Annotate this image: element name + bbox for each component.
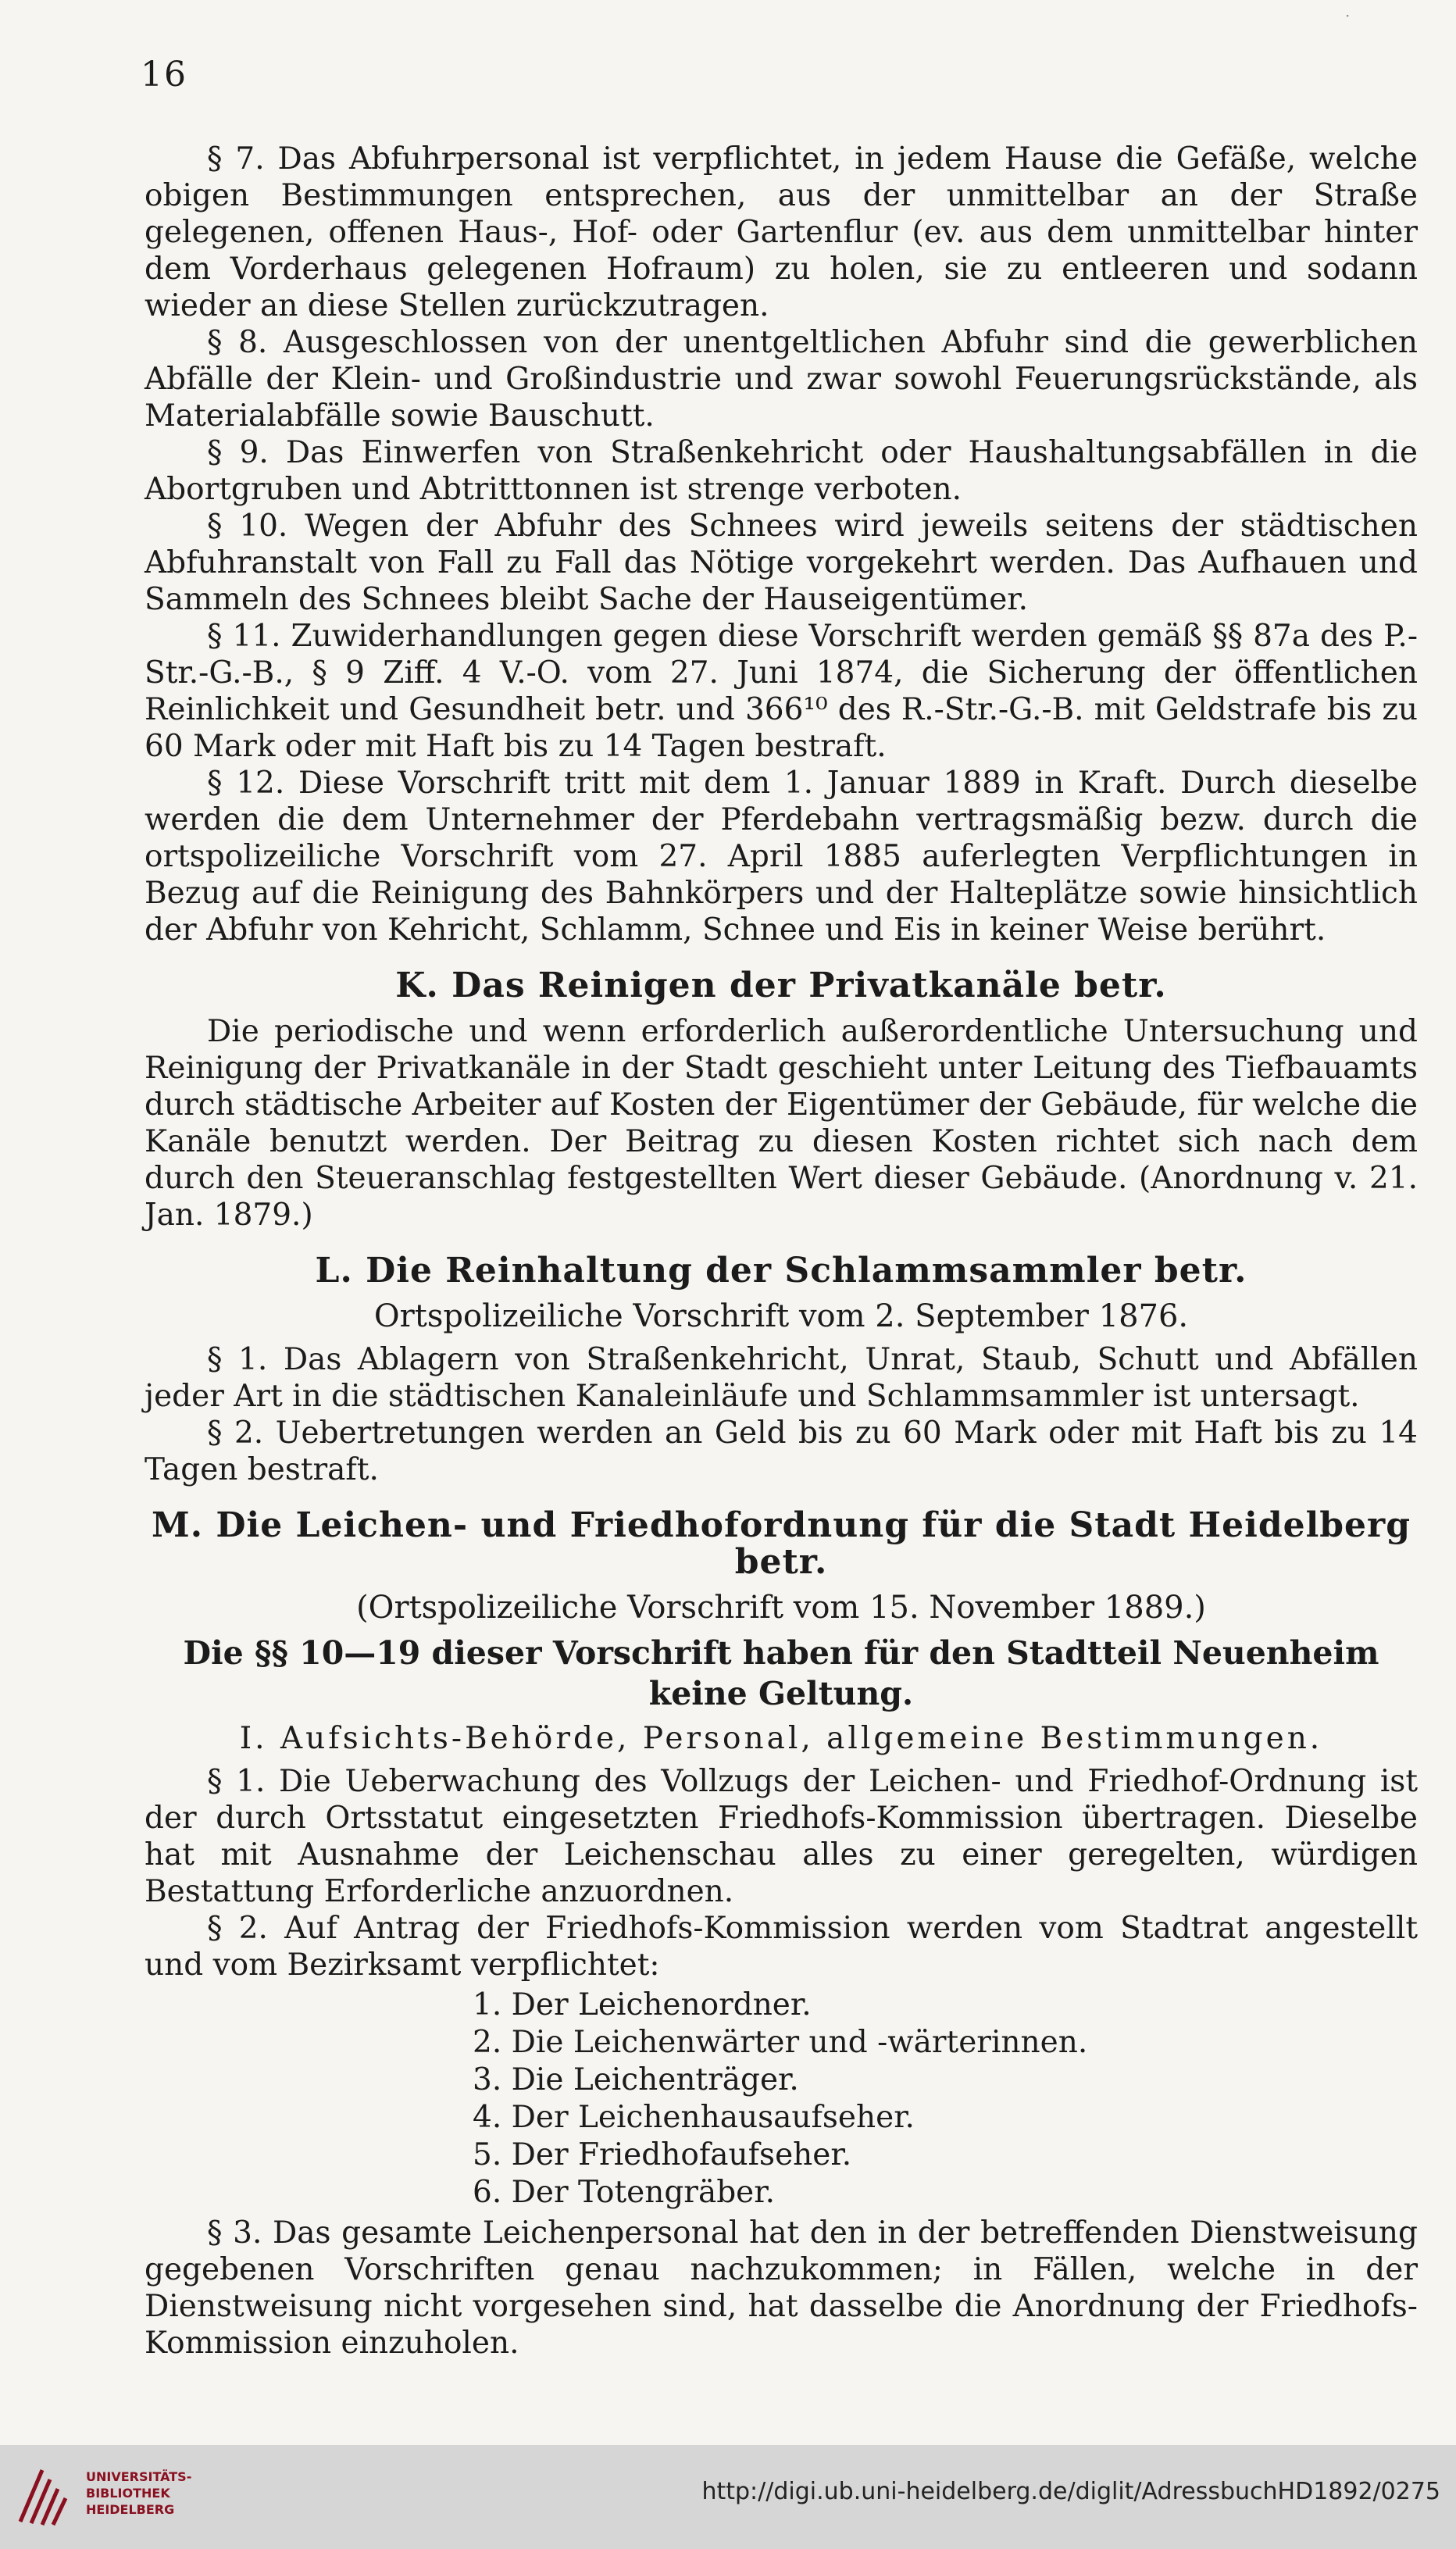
section-l-paragraph-1: § 1. Das Ablagern von Straßenkehricht, Unrat, Staub, Schutt und Abfällen jeder Art in die städtischen Kanaleinläufe und Schlammsammler ist untersagt. [145,1342,1418,1414]
list-item: 2. Die Leichenwärter und -wärterinnen. [473,2025,1088,2060]
list-item: 4. Der Leichenhausaufseher. [473,2100,915,2135]
section-k-text: Die periodische und wenn erforderlich außerordentliche Untersuchung und Reinigung der Privatkanäle in der Stadt geschieht unter Leitung des Tiefbauamts durch städtische Arbeiter auf Kosten der Eigentümer der Gebäude, für welche die Kanäle benutzt werden. Der Beitrag zu diesen Kosten richtet sich nach dem durch den Steueranschlag festgestellten Wert dieser Gebäude. (Anordnung v. 21. Jan. 1879.) [145,1014,1418,1233]
section-l-subheading: Ortspolizeiliche Vorschrift vom 2. September 1876. [373,1298,1189,1334]
page-content [145,141,1418,2362]
library-name-line: HEIDELBERG [86,2502,175,2517]
section-m-paragraph-1: § 1. Die Ueberwachung des Vollzugs der Leichen- und Friedhof-Ordnung ist der durch Ortsstatut eingesetzten Friedhofs-Kommission übertragen. Dieselbe hat mit Ausnahme der Leichenschau alles zu einer geregelten, würdigen Bestattung Erforderliche anzuordnen. [145,1764,1418,1909]
section-m-paragraph-2: § 2. Auf Antrag der Friedhofs-Kommission werden vom Stadtrat angestellt und vom Bezirksamt verpflichtet: [145,1911,1418,1983]
paragraph-10: § 10. Wegen der Abfuhr des Schnees wird jeweils seitens der städtischen Abfuhranstalt von Fall zu Fall das Nötige vorgekehrt werden. Das Aufhauen und Sammeln des Schnees bleibt Sache der Hauseigentümer. [145,509,1418,617]
margin-mark: · [1345,6,1351,25]
paragraph-9: § 9. Das Einwerfen von Straßenkehricht oder Haushaltungsabfällen in die Abortgruben und Abtritttonnen ist strenge verboten. [145,435,1418,507]
paragraph-11: § 11. Zuwiderhandlungen gegen diese Vorschrift werden gemäß §§ 87a des P.-Str.-G.-B., § 9 Ziff. 4 V.-O. vom 27. Juni 1874, die Sicherung der öffentlichen Reinlichkeit und Gesundheit betr. und 366¹⁰ des R.-Str.-G.-B. mit Geldstrafe bis zu 60 Mark oder mit Haft bis zu 14 Tagen bestraft. [145,619,1418,764]
paragraph-12: § 12. Diese Vorschrift tritt mit dem 1. Januar 1889 in Kraft. Durch dieselbe werden die dem Unternehmer der Pferdebahn vertragsmäßig bezw. durch die ortspolizeiliche Vorschrift vom 27. April 1885 auferlegten Verpflichtungen in Bezug auf die Reinigung des Bahnkörpers und der Halteplätze sowie hinsichtlich der Abfuhr von Kehricht, Schlamm, Schnee und Eis in keiner Weise berührt. [145,766,1418,948]
personnel-list [473,1987,1418,2212]
section-m-heading: M. Die Leichen- und Friedhofordnung für die Stadt Heidelberg betr. [151,1505,1411,1582]
source-url-link[interactable]: http://digi.ub.uni-heidelberg.de/diglit/AdressbuchHD1892/0275 [701,2478,1440,2505]
list-item: 6. Der Totengräber. [473,2175,775,2210]
section-m-paragraph-3: § 3. Das gesamte Leichenpersonal hat den in der betreffenden Dienstweisung gegebenen Vorschriften genau nachzukommen; in Fällen, welche in der Dienstweisung nicht vorgesehen sind, hat dasselbe die Anordnung der Friedhofs-Kommission einzuholen. [145,2215,1418,2361]
section-l-heading: L. Die Reinhaltung der Schlammsammler betr. [315,1251,1247,1291]
section-m-subheading: (Ortspolizeiliche Vorschrift vom 15. November 1889.) [356,1590,1206,1626]
list-item: 3. Die Leichenträger. [473,2062,799,2097]
paragraph-7: § 7. Das Abfuhrpersonal ist verpflichtet, in jedem Hause die Gefäße, welche obigen Bestimmungen entsprechen, aus der unmittelbar an der Straße gelegenen, offenen Haus-, Hof- oder Gartenflur (ev. aus dem unmittelbar hinter dem Vorderhaus gelegenen Hofraum) zu holen, sie zu entleeren und sodann wieder an diese Stellen zurückzutragen. [145,141,1418,323]
list-item: 1. Der Leichenordner. [473,1987,812,2022]
library-name-line: UNIVERSITÄTS- [86,2469,192,2484]
library-name-line: BIBLIOTHEK [86,2486,170,2501]
footer-bar [0,2445,1456,2549]
page-number: 16 [141,55,187,95]
section-m-bold-note: Die §§ 10—19 dieser Vorschrift haben für den Stadtteil Neuenheim keine Geltung. [183,1634,1379,1712]
section-k-heading: K. Das Reinigen der Privatkanäle betr. [395,966,1167,1005]
library-name[interactable] [86,2469,191,2518]
section-m-part-title: I. Aufsichts-Behörde, Personal, allgemeine Bestimmungen. [239,1721,1323,1756]
university-logo-icon[interactable] [12,2462,80,2529]
section-l-paragraph-2: § 2. Uebertretungen werden an Geld bis zu 60 Mark oder mit Haft bis zu 14 Tagen bestraft. [145,1416,1418,1487]
list-item: 5. Der Friedhofaufseher. [473,2137,852,2172]
paragraph-8: § 8. Ausgeschlossen von der unentgeltlichen Abfuhr sind die gewerblichen Abfälle der Klein- und Großindustrie und zwar sowohl Feuerungsrückstände, als Materialabfälle sowie Bauschutt. [145,325,1418,434]
